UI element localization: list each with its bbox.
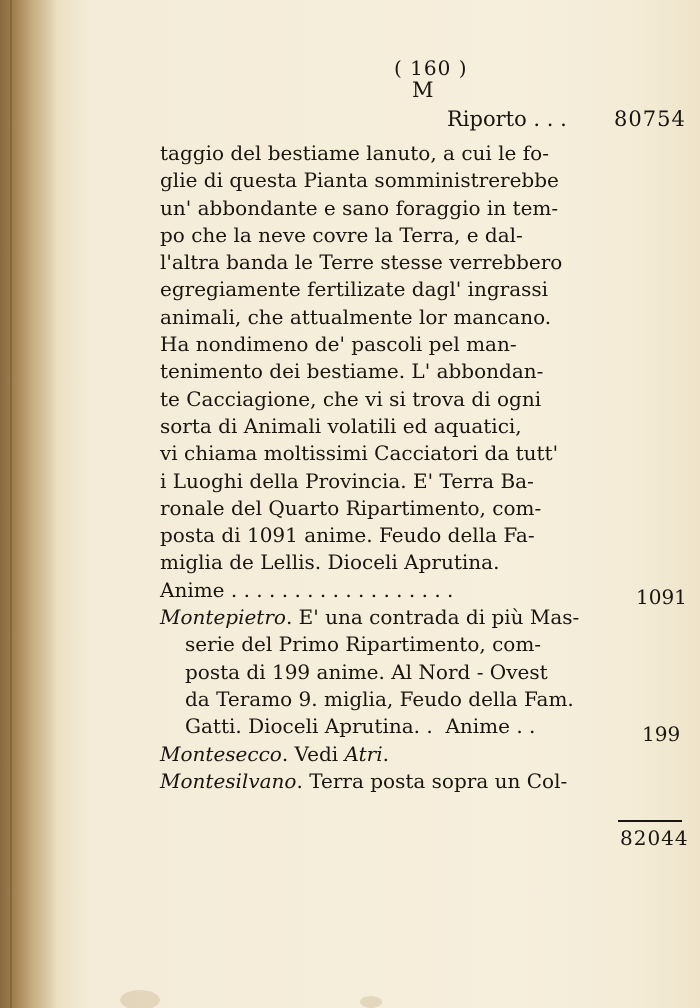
entry-line-montesilvano: Montesilvano . Terra posta sopra un Col- (160, 768, 620, 795)
text-line: Anime . . . . . . . . . . . . . . . . . . (160, 577, 454, 602)
text-line: vi chiama moltissimi Cacciatori da tutt' (160, 441, 559, 466)
text-line: sorta di Animali volatili ed aquatici, (160, 413, 522, 438)
text-line: i Luoghi della Provincia. E' Terra Ba- (160, 468, 534, 493)
page-sum-value: 82044 (620, 826, 689, 850)
text-line: te Cacciagione, che vi si trova di ogni (160, 386, 542, 411)
text-line: posta di 1091 anime. Feudo della Fa- (160, 523, 535, 548)
spine-edge-line (10, 0, 12, 1008)
paper-stain (360, 996, 382, 1008)
text-line: tenimento dei bestiame. L' abbondan- (160, 359, 544, 384)
page-number: ( 160 ) (394, 56, 468, 80)
entry-line-montesecco: Montesecco . Vedi Atri . (160, 741, 620, 768)
book-spine-shadow (0, 0, 58, 1008)
carry-forward-value: 80754 (614, 107, 686, 131)
entry-line-montepietro: Montepietro . E' una contrada di più Mas- (160, 604, 620, 631)
entry-headword: Montesecco (160, 741, 282, 766)
text-line: po che la neve covre la Terra, e dal- (160, 222, 523, 247)
text-line: taggio del bestiame lanuto, a cui le fo- (160, 141, 549, 165)
margin-total-lellis: 1091 (636, 585, 687, 609)
text-line: serie del Primo Ripartimento, com- (185, 632, 542, 657)
text-line: Ha nondimeno de' pascoli pel man- (160, 332, 517, 357)
text-line: animali, che attualmente lor mancano. (160, 304, 552, 329)
text-line: Gatti. Dioceli Aprutina. . Anime . . (185, 714, 536, 739)
signature-mark: M (412, 78, 434, 102)
margin-total-gatti: 199 (642, 722, 681, 746)
text-line: l'altra banda le Terre stesse verrebbero (160, 250, 563, 275)
body-text (160, 140, 620, 795)
text-line: ronale del Quarto Ripartimento, com- (160, 495, 542, 520)
text-line: da Teramo 9. miglia, Feudo della Fam. (185, 686, 574, 711)
sum-rule (618, 820, 682, 822)
cross-reference: Atri (344, 741, 383, 766)
carry-forward-label: Riporto . . . (447, 107, 567, 131)
entry-headword: Montepietro (160, 605, 286, 630)
text-line: glie di questa Pianta somministrerebbe (160, 168, 559, 193)
text-line: egregiamente fertilizate dagl' ingrassi (160, 277, 549, 302)
text-line: posta di 199 anime. Al Nord - Ovest (185, 659, 548, 684)
entry-headword: Montesilvano (160, 768, 297, 793)
text-line: miglia de Lellis. Dioceli Aprutina. (160, 550, 500, 575)
paper-stain (120, 990, 160, 1008)
text-line: un' abbondante e sano foraggio in tem- (160, 195, 559, 220)
